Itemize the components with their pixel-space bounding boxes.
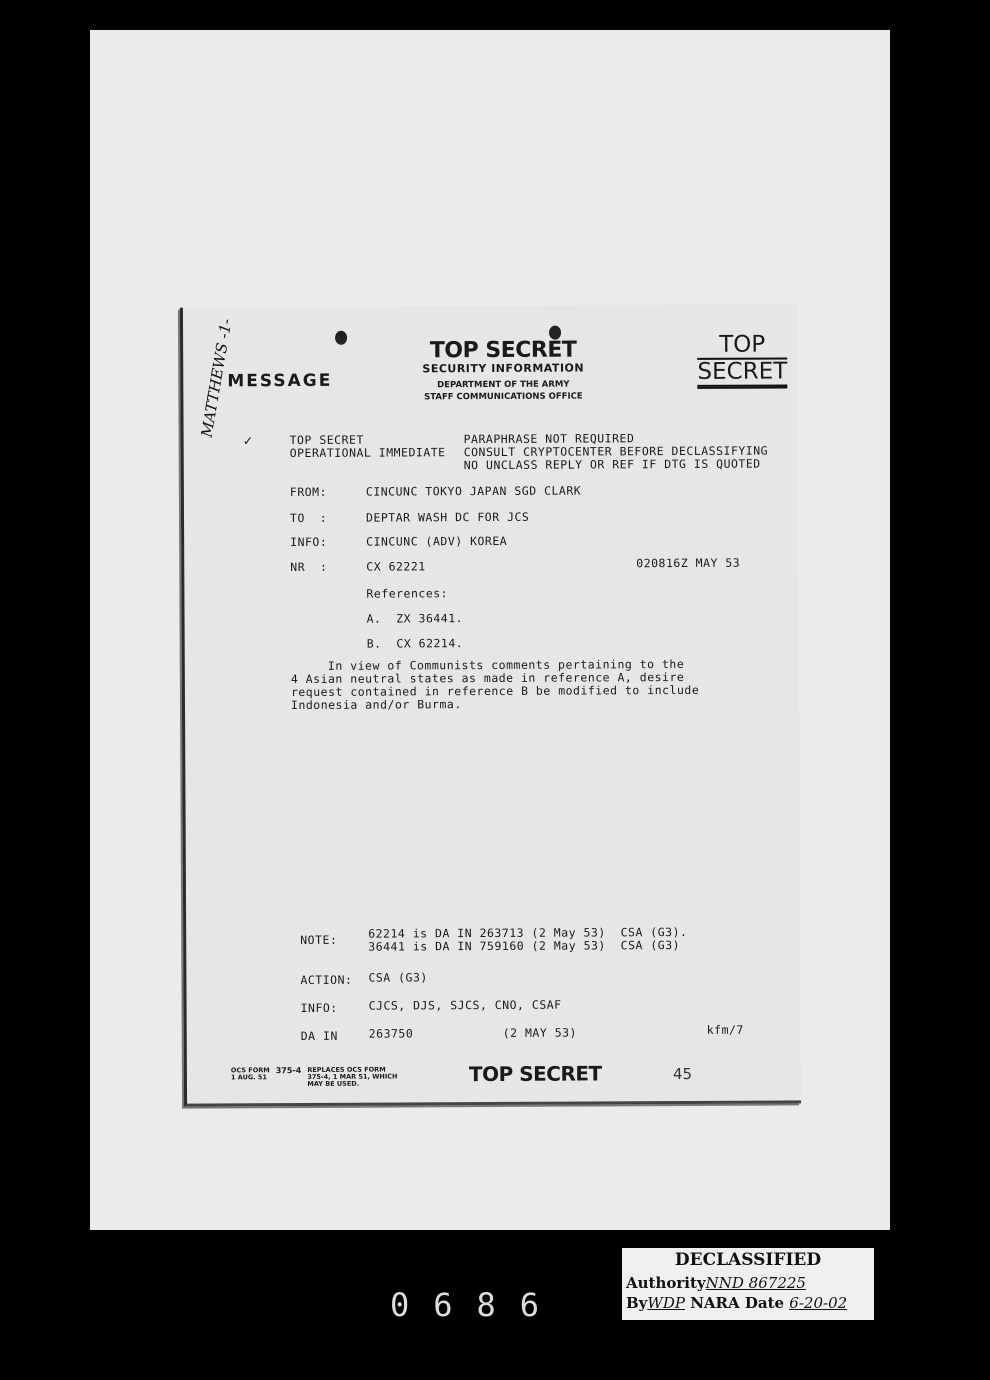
routing-instruction: NO UNCLASS REPLY OR REF IF DTG IS QUOTED	[463, 456, 761, 473]
action-label: ACTION:	[300, 972, 353, 987]
date-value: 6-20-02	[789, 1294, 848, 1312]
distribution-label: INFO:	[300, 1000, 338, 1015]
classification-header: TOP SECRET	[429, 337, 577, 364]
frame-number: 0686	[390, 1286, 564, 1324]
punch-hole	[335, 331, 347, 345]
form-number-block	[231, 1066, 398, 1088]
declassified-stamp	[622, 1248, 874, 1320]
operator-initials: kfm/7	[706, 1022, 744, 1037]
replaces-line: 375-4, 1 MAR 51, WHICH	[307, 1072, 398, 1081]
check-mark: ✓	[243, 433, 253, 450]
by-line	[626, 1294, 847, 1312]
da-in-date: (2 MAY 53)	[502, 1025, 578, 1040]
body-line: In view of Communists comments pertaining to the	[290, 656, 685, 674]
info-label: INFO:	[290, 534, 328, 550]
nr-value: CX 62221	[366, 559, 426, 574]
action-value: CSA (G3)	[368, 970, 428, 985]
routing-precedence: OPERATIONAL IMMEDIATE	[289, 445, 446, 461]
note-line: 62214 is DA IN 263713 (2 May 53) CSA (G3).	[368, 924, 688, 941]
office: STAFF COMMUNICATIONS OFFICE	[424, 391, 583, 403]
body-line: Indonesia and/or Burma.	[290, 697, 462, 713]
message-form	[180, 304, 801, 1106]
authority-line	[626, 1274, 806, 1292]
routing-instruction: PARAPHRASE NOT REQUIRED	[463, 431, 635, 447]
reference-b: B. CX 62214.	[366, 636, 464, 651]
form-label: OCS FORM	[230, 1066, 270, 1075]
department: DEPARTMENT OF THE ARMY	[437, 379, 570, 391]
from-value: CINCUNC TOKYO JAPAN SGD CLARK	[365, 483, 582, 499]
routing-classification: TOP SECRET	[289, 432, 364, 448]
body-line: request contained in reference B be modified to include	[290, 682, 700, 700]
info-value: CINCUNC (ADV) KOREA	[366, 533, 508, 549]
by-value: WDP	[647, 1294, 685, 1312]
da-in-number: 263750	[368, 1026, 414, 1041]
nara-label: NARA Date	[690, 1294, 785, 1312]
body-line: 4 Asian neutral states as made in reference A, desire	[290, 669, 685, 687]
replaces-line: REPLACES OCS FORM	[307, 1065, 386, 1074]
authority-value: NND 867225	[705, 1274, 806, 1292]
note-label: NOTE:	[300, 932, 338, 947]
references-heading: References:	[366, 586, 449, 601]
top-secret-stamp	[697, 332, 787, 388]
replaces-line: MAY BE USED.	[307, 1079, 360, 1088]
form-number: 375-4	[275, 1065, 302, 1076]
date-time-group: 020816Z MAY 53	[636, 555, 741, 571]
reference-a: A. ZX 36441.	[366, 611, 464, 626]
stamp-line-1: TOP	[697, 332, 787, 359]
classification-footer: TOP SECRET	[468, 1061, 602, 1087]
to-value: DEPTAR WASH DC FOR JCS	[365, 509, 530, 525]
handwritten-note: MATTHEWS -1-	[197, 317, 236, 439]
page-number: 45	[672, 1064, 693, 1084]
security-information: SECURITY INFORMATION	[422, 361, 585, 376]
da-in-label: DA IN	[300, 1028, 338, 1043]
distribution-value: CJCS, DJS, SJCS, CNO, CSAF	[368, 997, 562, 1013]
nr-label: NR :	[290, 559, 328, 575]
by-label: By	[626, 1294, 648, 1312]
authority-label: Authority	[626, 1274, 706, 1292]
to-label: TO :	[289, 510, 328, 526]
routing-instruction: CONSULT CRYPTOCENTER BEFORE DECLASSIFYING	[463, 443, 769, 460]
from-label: FROM:	[289, 484, 328, 500]
note-line: 36441 is DA IN 759160 (2 May 53) CSA (G3)	[368, 938, 681, 954]
form-date: 1 AUG. 51	[230, 1073, 267, 1082]
form-title: MESSAGE	[227, 370, 333, 392]
stamp-line-2: SECRET	[697, 358, 788, 385]
declassified-title: DECLASSIFIED	[674, 1250, 822, 1270]
